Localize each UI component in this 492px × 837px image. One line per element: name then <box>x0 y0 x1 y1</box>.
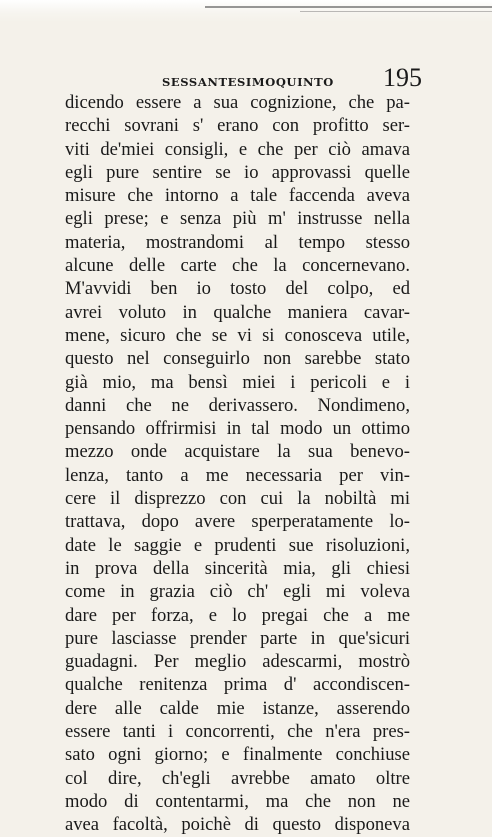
text-line: avea facoltà, poichè di questo disponeva <box>65 814 410 836</box>
text-line: mezzo onde acquistare la sua benevo- <box>65 441 410 463</box>
page-top-edge <box>0 0 492 22</box>
text-line: già mio, ma bensì miei i pericoli e i <box>65 371 410 393</box>
page-number: 195 <box>383 63 422 92</box>
text-line: dare per forza, e lo pregai che a me <box>65 604 410 626</box>
text-line: M'avvidi ben io tosto del colpo, ed <box>65 278 410 300</box>
page-edge-shadow-secondary <box>300 11 492 12</box>
text-line: lenza, tanto a me necessaria per vin- <box>65 464 410 486</box>
running-header: SESSANTESIMOQUINTO <box>162 75 334 89</box>
text-line: viti de'miei consigli, e che per ciò amava <box>65 138 410 160</box>
page-edge-shadow <box>205 6 492 8</box>
text-line: alcune delle carte che la concernevano. <box>65 255 410 277</box>
text-line: materia, mostrandomi al tempo stesso <box>65 231 410 253</box>
text-line: avrei voluto in qualche maniera cavar- <box>65 301 410 323</box>
text-line: date le saggie e prudenti sue risoluzioni, <box>65 534 410 556</box>
text-line: come in grazia ciò ch' egli mi voleva <box>65 581 410 603</box>
text-line: essere tanti i concorrenti, che n'era pres- <box>65 721 410 743</box>
text-line: mene, sicuro che se vi si conosceva utile, <box>65 324 410 346</box>
text-line: pure lasciasse prender parte in que'sicuri <box>65 627 410 649</box>
text-line: sato ogni giorno; e finalmente conchiuse <box>65 744 410 766</box>
text-line: dicendo essere a sua cognizione, che pa- <box>65 92 410 113</box>
text-line: modo di contentarmi, ma che non ne <box>65 790 410 812</box>
text-line: danni che ne derivassero. Nondimeno, <box>65 394 410 416</box>
text-line: qualche renitenza prima d' accondiscen- <box>65 674 410 696</box>
text-line: egli prese; e senza più m' instrusse nella <box>65 208 410 230</box>
text-line: questo nel conseguirlo non sarebbe stato <box>65 348 410 370</box>
text-line: cere il disprezzo con cui la nobiltà mi <box>65 488 410 510</box>
text-line: egli pure sentire se io approvassi quelle <box>65 161 410 183</box>
text-line: in prova della sincerità mia, gli chiesi <box>65 557 410 579</box>
text-line: col dire, ch'egli avrebbe amato oltre <box>65 767 410 789</box>
text-line: dere alle calde mie istanze, asserendo <box>65 697 410 719</box>
body-text <box>65 91 410 837</box>
text-line: guadagni. Per meglio adescarmi, mostrò <box>65 651 410 673</box>
text-line: misure che intorno a tale faccenda aveva <box>65 185 410 207</box>
text-line: recchi sovrani s' erano con profitto ser- <box>65 115 410 137</box>
text-line: trattava, dopo avere sperperatamente lo- <box>65 511 410 533</box>
text-line: pensando offrirmisi in tal modo un ottimo <box>65 418 410 440</box>
